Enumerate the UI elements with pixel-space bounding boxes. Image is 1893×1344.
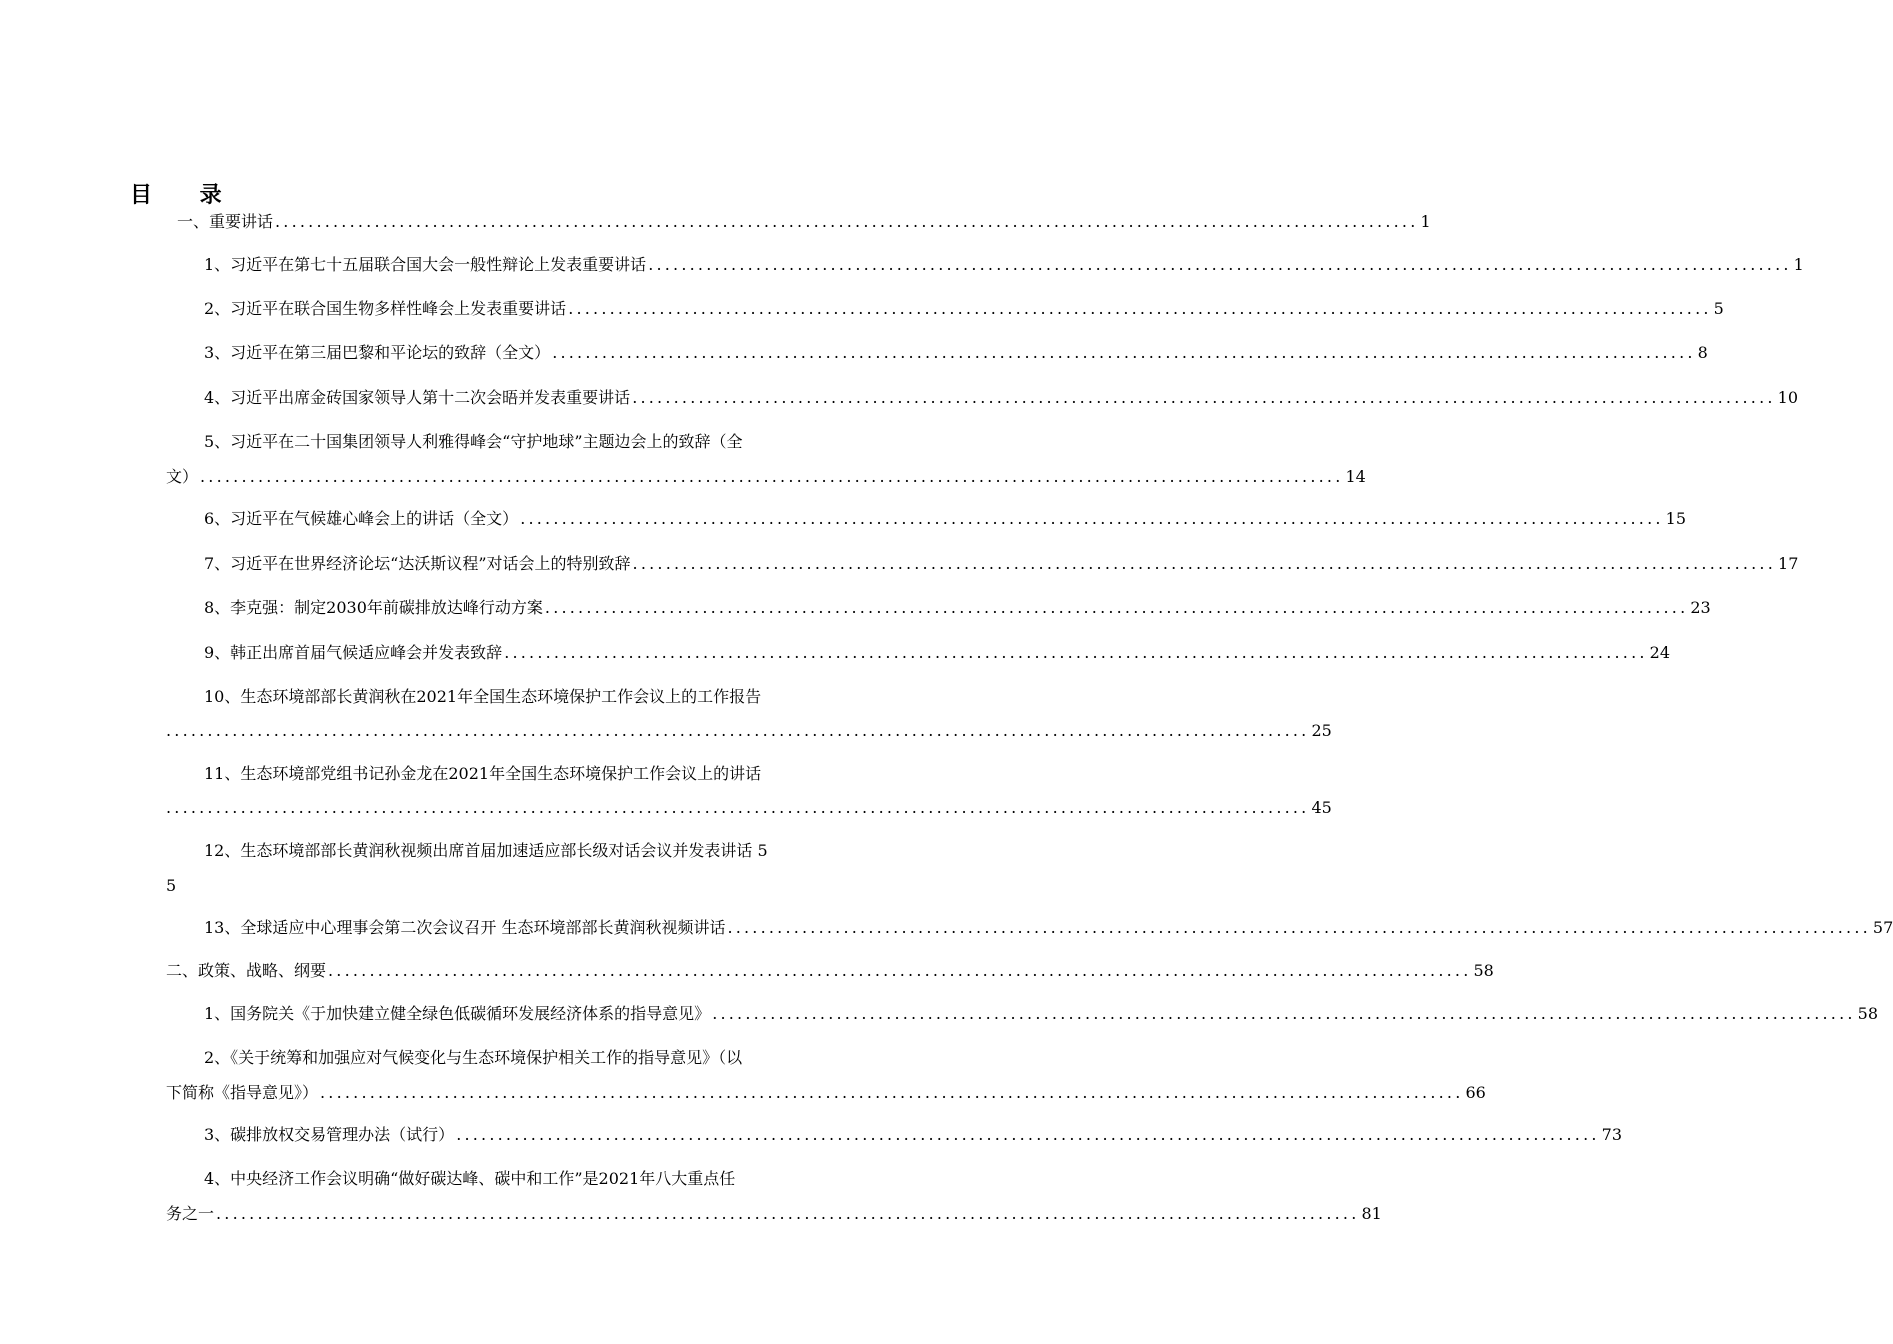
toc-page-number: 73 [1601,1125,1623,1144]
toc-entry[interactable] [204,643,1671,663]
toc-entry[interactable] [166,1083,1486,1103]
toc-entry-text: 7、习近平在世界经济论坛“达沃斯议程”对话会上的特别致辞 [204,554,631,573]
toc-leader-dots: .......................................................................................................................................... [520,509,1664,528]
toc-leader-dots: .......................................................................................................................................... [544,598,1689,617]
toc-page-number: 17 [1778,554,1799,573]
toc-leader-dots: .......................................................................................................................................... [648,255,1792,274]
toc-entry[interactable] [204,343,1708,363]
toc-entry-text: 9、韩正出席首届气候适应峰会并发表致辞 [204,643,503,662]
toc-page-number: 23 [1690,598,1711,617]
toc-entry[interactable] [166,467,1366,487]
toc-entry-text-cont: 下简称《指导意见》） [166,1083,319,1102]
toc-page-number: 5 [1713,299,1724,318]
toc-leader-dots: .......................................................................................................................................... [166,721,1310,740]
toc-entry-text[interactable]: 12、生态环境部部长黄润秋视频出席首届加速适应部长级对话会议并发表讲话 5 [204,841,768,860]
toc-entry-text: 8、李克强：制定2030年前碳排放达峰行动方案 [204,598,543,617]
toc-entry[interactable] [204,918,1893,938]
toc-leader-dots: .......................................................................................................................................... [632,388,1776,407]
toc-page-number: 1 [1793,255,1804,274]
toc-entry[interactable] [166,1204,1382,1224]
toc-page-number: 58 [1857,1004,1879,1023]
toc-leader-dots: .......................................................................................................................................... [320,1083,1464,1102]
toc-entry-text: 1、习近平在第七十五届联合国大会一般性辩论上发表重要讲话 [204,255,647,274]
toc-entry-text: 13、全球适应中心理事会第二次会议召开 生态环境部部长黄润秋视频讲话 [204,918,726,937]
toc-entry[interactable] [166,721,1332,741]
toc-page-number: 66 [1465,1083,1486,1102]
toc-entry[interactable] [166,961,1494,981]
toc-page-number: 8 [1697,343,1708,362]
toc-entry-text[interactable]: 11、生态环境部党组书记孙金龙在2021年全国生态环境保护工作会议上的讲话 [204,764,762,783]
toc-entry-text[interactable]: 10、生态环境部部长黄润秋在2021年全国生态环境保护工作会议上的工作报告 [204,687,762,706]
toc-leader-dots: .......................................................................................................................................... [504,643,1648,662]
toc-page-number: 15 [1665,509,1687,528]
toc-leader-dots: .......................................................................................................................................... [456,1125,1600,1144]
toc-page-number: 10 [1777,388,1799,407]
toc-entry-text[interactable]: 2、《关于统筹和加强应对气候变化与生态环境保护相关工作的指导意见》（以 [204,1048,743,1067]
toc-entry-text: 2、习近平在联合国生物多样性峰会上发表重要讲话 [204,299,567,318]
toc-leader-dots: .......................................................................................................................................... [328,961,1472,980]
toc-entry-text: 3、碳排放权交易管理办法（试行） [204,1125,455,1144]
toc-entry[interactable] [204,1004,1879,1024]
toc-title: 目 录 [130,182,242,208]
toc-leader-dots: .......................................................................................................................................... [727,918,1871,937]
toc-page-number: 5 [166,876,177,895]
toc-entry-text: 4、习近平出席金砖国家领导人第十二次会晤并发表重要讲话 [204,388,631,407]
toc-entry-text: 6、习近平在气候雄心峰会上的讲话（全文） [204,509,519,528]
toc-leader-dots: .......................................................................................................................................... [275,212,1419,231]
toc-entry-text: 二、政策、战略、纲要 [166,961,327,980]
toc-leader-dots: .......................................................................................................................................... [216,1204,1360,1223]
toc-entry[interactable] [177,212,1431,232]
toc-entry-text: 3、习近平在第三届巴黎和平论坛的致辞（全文） [204,343,551,362]
toc-entry-text: 一、重要讲话 [177,212,274,231]
toc-entry[interactable] [204,598,1711,618]
toc-leader-dots: .......................................................................................................................................... [166,798,1310,817]
toc-entry-text[interactable]: 5、习近平在二十国集团领导人利雅得峰会“守护地球”主题边会上的致辞（全 [204,432,743,451]
toc-entry[interactable] [204,509,1687,529]
toc-entry-text: 1、国务院关《于加快建立健全绿色低碳循环发展经济体系的指导意见》 [204,1004,711,1023]
toc-entry[interactable] [204,255,1804,275]
toc-page-number: 14 [1345,467,1366,486]
toc-entry-text-cont: 文） [166,467,199,486]
toc-entry[interactable] [204,1125,1623,1145]
toc-leader-dots: .......................................................................................................................................... [200,467,1344,486]
toc-page-number: 45 [1311,798,1332,817]
toc-page-number: 24 [1649,643,1671,662]
toc-entry[interactable] [204,554,1799,574]
toc-leader-dots: .......................................................................................................................................... [552,343,1696,362]
toc-entry[interactable] [204,388,1799,408]
toc-entry-text[interactable]: 4、中央经济工作会议明确“做好碳达峰、碳中和工作”是2021年八大重点任 [204,1169,736,1188]
toc-leader-dots: .......................................................................................................................................... [712,1004,1856,1023]
toc-entry-text-cont: 务之一 [166,1204,215,1223]
toc-page-number: 58 [1473,961,1494,980]
toc-leader-dots: .......................................................................................................................................... [632,554,1777,573]
toc-page-number: 57 [1872,918,1893,937]
toc-page-number: 81 [1361,1204,1382,1223]
toc-entry[interactable] [166,798,1332,818]
toc-page-number: 1 [1420,212,1431,231]
toc-leader-dots: .......................................................................................................................................... [568,299,1712,318]
toc-page-number: 25 [1311,721,1332,740]
toc-entry[interactable] [204,299,1724,319]
